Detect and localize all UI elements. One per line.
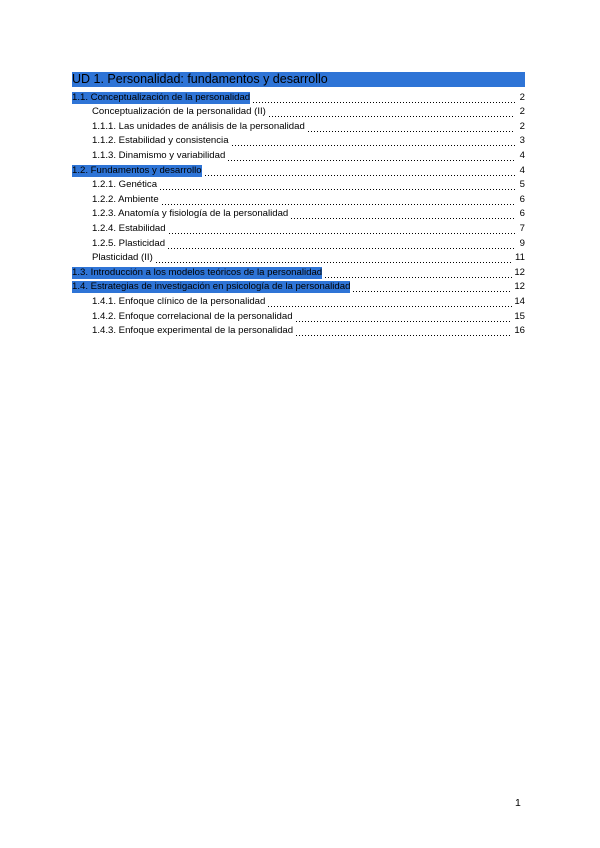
toc-leader-dots bbox=[204, 165, 515, 177]
toc-entry-1-3[interactable] bbox=[72, 264, 525, 279]
toc-entry-page: 2 bbox=[519, 91, 525, 103]
toc-entry-page: 3 bbox=[519, 135, 525, 147]
toc-entry-page: 11 bbox=[515, 252, 525, 264]
toc-entry-1-2-2[interactable] bbox=[72, 191, 525, 206]
toc-entry-1-1-ii[interactable] bbox=[72, 104, 525, 119]
toc-entry-text: 1.4.2. Enfoque correlacional de la personalidad bbox=[92, 310, 293, 322]
toc-leader-dots bbox=[290, 208, 515, 220]
toc-entry-1-1-3[interactable] bbox=[72, 147, 525, 162]
toc-entry-page: 2 bbox=[519, 106, 525, 118]
toc-leader-dots bbox=[161, 194, 515, 206]
toc-leader-dots bbox=[168, 223, 515, 235]
toc-leader-dots bbox=[295, 311, 513, 323]
toc-entry-text: 1.1.3. Dinamismo y variabilidad bbox=[92, 149, 226, 161]
toc-entry-page: 7 bbox=[519, 222, 525, 234]
toc-leader-dots bbox=[295, 325, 512, 337]
toc-entry-1-1-1[interactable] bbox=[72, 118, 525, 133]
toc-entry-page: 16 bbox=[514, 325, 525, 337]
toc-leader-dots bbox=[268, 106, 515, 118]
toc-entry-text: 1.2. Fundamentos y desarrollo bbox=[72, 164, 202, 176]
page-number: 1 bbox=[515, 797, 521, 809]
toc-entry-1-2-4[interactable] bbox=[72, 220, 525, 235]
toc-leader-dots bbox=[307, 121, 515, 133]
toc-entry-1-4-3[interactable] bbox=[72, 323, 525, 338]
toc-entry-1-1-2[interactable] bbox=[72, 133, 525, 148]
toc-entry-1-4[interactable] bbox=[72, 279, 525, 294]
toc-leader-dots bbox=[252, 92, 515, 104]
toc-entry-text: Conceptualización de la personalidad (II) bbox=[92, 106, 266, 118]
toc-leader-dots bbox=[352, 281, 512, 293]
toc-entry-text: 1.4.3. Enfoque experimental de la personalidad bbox=[92, 325, 294, 337]
toc-entry-page: 2 bbox=[519, 120, 525, 132]
toc-entry-text: 1.2.5. Plasticidad bbox=[92, 237, 166, 249]
toc-entry-1-2[interactable] bbox=[72, 162, 525, 177]
toc-entry-text: 1.4. Estrategias de investigación en psicología de la personalidad bbox=[72, 281, 351, 293]
toc-entry-page: 6 bbox=[519, 193, 525, 205]
toc-entry-text: 1.4.1. Enfoque clínico de la personalidad bbox=[92, 295, 266, 307]
toc-entry-1-2-5[interactable] bbox=[72, 235, 525, 250]
toc-leader-dots bbox=[231, 135, 515, 147]
toc-entry-page: 9 bbox=[519, 237, 525, 249]
toc-entry-text: 1.2.1. Genética bbox=[92, 179, 158, 191]
toc-leader-dots bbox=[227, 150, 515, 162]
toc-leader-dots bbox=[324, 267, 512, 279]
toc-title: UD 1. Personalidad: fundamentos y desarrollo bbox=[72, 72, 525, 87]
toc-leader-dots bbox=[267, 296, 512, 308]
toc-entry-text: 1.1.1. Las unidades de análisis de la personalidad bbox=[92, 120, 305, 132]
toc-entry-page: 15 bbox=[514, 310, 525, 322]
toc-entry-text: 1.3. Introducción a los modelos teóricos de la personalidad bbox=[72, 266, 323, 278]
toc-entry-1-4-2[interactable] bbox=[72, 308, 525, 323]
toc-leader-dots bbox=[155, 252, 513, 264]
toc-leader-dots bbox=[167, 238, 515, 250]
toc-entry-page: 14 bbox=[514, 295, 525, 307]
toc-entry-1-2-5-ii[interactable] bbox=[72, 250, 525, 265]
toc-entry-1-4-1[interactable] bbox=[72, 293, 525, 308]
toc-entry-1-2-1[interactable] bbox=[72, 177, 525, 192]
toc-entry-text: 1.2.2. Ambiente bbox=[92, 193, 159, 205]
toc-entry-text: 1.2.4. Estabilidad bbox=[92, 222, 166, 234]
toc-entry-text: 1.1.2. Estabilidad y consistencia bbox=[92, 135, 229, 147]
toc-entry-text: 1.1. Conceptualización de la personalidad bbox=[72, 91, 251, 103]
toc-leader-dots bbox=[159, 179, 515, 191]
toc-entry-page: 5 bbox=[519, 179, 525, 191]
table-of-contents bbox=[72, 89, 525, 337]
toc-entry-page: 12 bbox=[514, 281, 525, 293]
toc-entry-1-1[interactable] bbox=[72, 89, 525, 104]
toc-entry-text: Plasticidad (II) bbox=[92, 252, 153, 264]
toc-entry-text: 1.2.3. Anatomía y fisiología de la personalidad bbox=[92, 208, 289, 220]
toc-entry-page: 4 bbox=[519, 149, 525, 161]
toc-entry-1-2-3[interactable] bbox=[72, 206, 525, 221]
toc-entry-page: 4 bbox=[519, 164, 525, 176]
toc-entry-page: 6 bbox=[519, 208, 525, 220]
toc-entry-page: 12 bbox=[514, 266, 525, 278]
